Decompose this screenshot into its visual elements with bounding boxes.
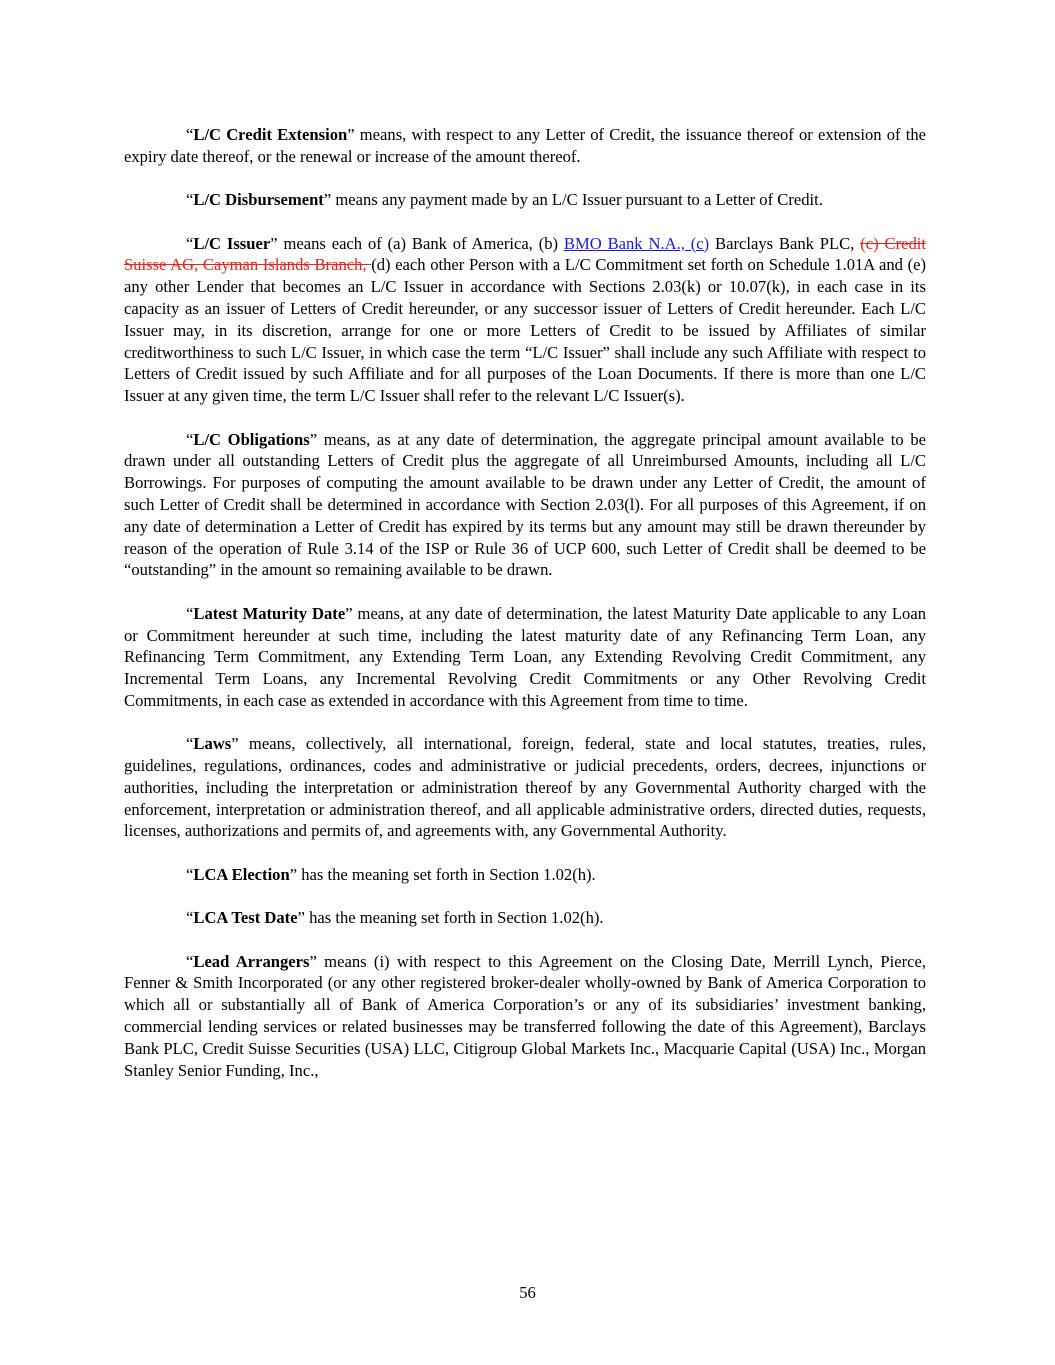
definition-lead-arrangers — [124, 951, 926, 1082]
open-quote: “ — [186, 125, 194, 144]
open-quote: “ — [186, 951, 194, 971]
page-number: 56 — [519, 1283, 536, 1302]
defined-term: Latest Maturity Date — [193, 603, 346, 623]
definition-lc-disbursement — [124, 189, 926, 211]
definition-text: ” means, as at any date of determination, the aggregate principal amount available to be drawn under all outstanding Letters of Credit plus the aggregate of all Unreimbursed Amounts, including all L/C Borrowings. For purposes of computing the amount available to be drawn under any Letter of Credit, the amount of such Letter of Credit shall be determined in accordance with Section 2.03(l). For all purposes of this Agreement, if on any date of determination a Letter of Credit has expired by its terms but any amount may still be drawn thereunder by reason of the operation of Rule 3.14 of the ISP or Rule 36 of UCP 600, such Letter of Credit shall be deemed to be “outstanding” in the amount so remaining available to be drawn. — [124, 429, 926, 580]
definition-text: ” means (i) with respect to this Agreement on the Closing Date, Merrill Lynch, Pierce, Fenner & Smith Incorporated (or any other registered broker-dealer wholly-owned by Bank of America Corporation to which all or substantially all of Bank of America Corporation’s or any of its subsidiaries’ investment banking, commercial lending services or related businesses may be transferred following the date of this Agreement), Barclays Bank PLC, Credit Suisse Securities (USA) LLC, Citigroup Global Markets Inc., Macquarie Capital (USA) Inc., Morgan Stanley Senior Funding, Inc., — [124, 951, 926, 1080]
definition-text: ” means any payment made by an L/C Issuer pursuant to a Letter of Credit. — [323, 190, 823, 210]
open-quote: “ — [186, 864, 194, 884]
definition-text: Barclays Bank PLC, — [709, 233, 861, 253]
definition-lc-obligations — [124, 429, 926, 582]
definition-lc-credit-extension — [124, 124, 926, 168]
open-quote: “ — [186, 908, 194, 928]
definition-lca-test-date — [124, 907, 926, 929]
definition-lc-issuer — [124, 233, 926, 407]
definition-laws — [124, 733, 926, 842]
defined-term: Lead Arrangers — [193, 951, 310, 971]
defined-term: LCA Election — [193, 864, 290, 884]
definition-text: ” means each of (a) Bank of America, (b) — [270, 233, 564, 253]
defined-term: L/C Issuer — [193, 233, 271, 253]
document-page — [124, 124, 926, 1103]
defined-term: Laws — [193, 734, 232, 754]
definition-text: ” means, at any date of determination, the latest Maturity Date applicable to any Loan or Commitment hereunder at such time, including the latest maturity date of any Refinancing Term Loan, any Refinancing Term Commitment, any Extending Term Loan, any Extending Revolving Credit Commitment, any Incremental Term Loans, any Incremental Revolving Credit Commitments or any Other Revolving Credit Commitments, in each case as extended in accordance with this Agreement from time to time. — [124, 603, 926, 710]
defined-term: L/C Credit Extension — [193, 125, 348, 144]
open-quote: “ — [186, 734, 194, 754]
open-quote: “ — [186, 429, 194, 449]
definition-text: (d) each other Person with a L/C Commitment set forth on Schedule 1.01A and (e) any other Lender that becomes an L/C Issuer in accordance with Sections 2.03(k) or 10.07(k), in each case in its capacity as an issuer of Letters of Credit hereunder, or any successor issuer of Letters of Credit hereunder. Each L/C Issuer may, in its discretion, arrange for one or more Letters of Credit to be issued by Affiliates of similar creditworthiness to such L/C Issuer, in which case the term “L/C Issuer” shall include any such Affiliate with respect to Letters of Credit issued by such Affiliate and for all purposes of the Loan Documents. If there is more than one L/C Issuer at any given time, the term L/C Issuer shall refer to the relevant L/C Issuer(s). — [124, 255, 927, 406]
definition-text: ” means, with respect to any Letter of Credit, the issuance thereof or extension of the expiry date thereof, or the renewal or increase of the amount thereof. — [124, 125, 926, 166]
deleted-text: (c) Credit Suisse AG, Cayman Islands Branch, — [124, 233, 927, 275]
defined-term: LCA Test Date — [193, 908, 298, 928]
inserted-text: BMO Bank N.A., (c) — [563, 233, 710, 253]
defined-term: L/C Obligations — [193, 429, 310, 449]
definition-text: ” has the meaning set forth in Section 1.02(h). — [289, 864, 596, 884]
definition-latest-maturity-date — [124, 603, 926, 712]
definition-text: ” means, collectively, all international, foreign, federal, state and local statutes, treaties, rules, guidelines, regulations, ordinances, codes and administrative or judicial precedents, orders, decrees, injunctions or authorities, including the interpretation or administration thereof by any Governmental Authority charged with the enforcement, interpretation or administration thereof, and all applicable administrative orders, directed duties, requests, licenses, authorizations and permits of, and agreements with, any Governmental Authority. — [124, 734, 926, 841]
definition-text: ” has the meaning set forth in Section 1.02(h). — [297, 908, 604, 928]
defined-term: L/C Disbursement — [193, 190, 324, 210]
open-quote: “ — [186, 190, 194, 210]
open-quote: “ — [186, 603, 194, 623]
open-quote: “ — [186, 233, 194, 253]
definition-lca-election — [124, 864, 926, 886]
